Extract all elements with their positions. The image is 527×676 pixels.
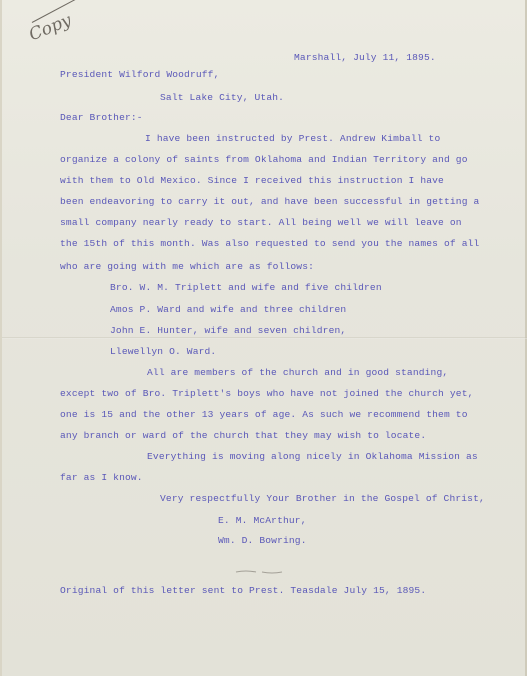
body-line: with them to Old Mexico. Since I received this instruction I have bbox=[60, 175, 444, 186]
body-line: I have been instructed by Prest. Andrew Kimball to bbox=[145, 133, 441, 144]
body-line: All are members of the church and in good standing, bbox=[147, 367, 449, 378]
body-line: Everything is moving along nicely in Oklahoma Mission as bbox=[147, 451, 478, 462]
colonist-name: Llewellyn O. Ward. bbox=[110, 346, 217, 357]
colonist-name: Bro. W. M. Triplett and wife and five children bbox=[110, 282, 382, 293]
copy-mark: Copy bbox=[26, 10, 75, 46]
salutation: Dear Brother:- bbox=[60, 112, 143, 123]
address-city: Salt Lake City, Utah. bbox=[160, 92, 285, 103]
body-line: small company nearly ready to start. All being well we will leave on bbox=[60, 217, 462, 228]
closing: Very respectfully Your Brother in the Gospel of Christ, bbox=[160, 493, 485, 504]
footnote: Original of this letter sent to Prest. Teasdale July 15, 1895. bbox=[60, 585, 427, 596]
body-line: except two of Bro. Triplett's boys who have not joined the church yet, bbox=[60, 388, 474, 399]
body-line: been endeavoring to carry it out, and have been successful in getting a bbox=[60, 196, 480, 207]
dateline: Marshall, July 11, 1895. bbox=[294, 52, 436, 63]
paper-fold bbox=[2, 337, 527, 339]
signature: Wm. D. Bowring. bbox=[218, 535, 307, 546]
addressee: President Wilford Woodruff, bbox=[60, 69, 220, 80]
separator-mark bbox=[234, 569, 284, 575]
body-line: far as I know. bbox=[60, 472, 143, 483]
colonist-name: Amos P. Ward and wife and three children bbox=[110, 304, 347, 315]
body-line: organize a colony of saints from Oklahoma and Indian Territory and go bbox=[60, 154, 468, 165]
body-line: any branch or ward of the church that they may wish to locate. bbox=[60, 430, 427, 441]
signature: E. M. McArthur, bbox=[218, 515, 307, 526]
body-line: one is 15 and the other 13 years of age. As such we recommend them to bbox=[60, 409, 468, 420]
colonist-name: John E. Hunter, wife and seven children, bbox=[110, 325, 347, 336]
body-line: the 15th of this month. Was also requested to send you the names of all bbox=[60, 238, 480, 249]
body-line: who are going with me which are as follows: bbox=[60, 261, 315, 272]
